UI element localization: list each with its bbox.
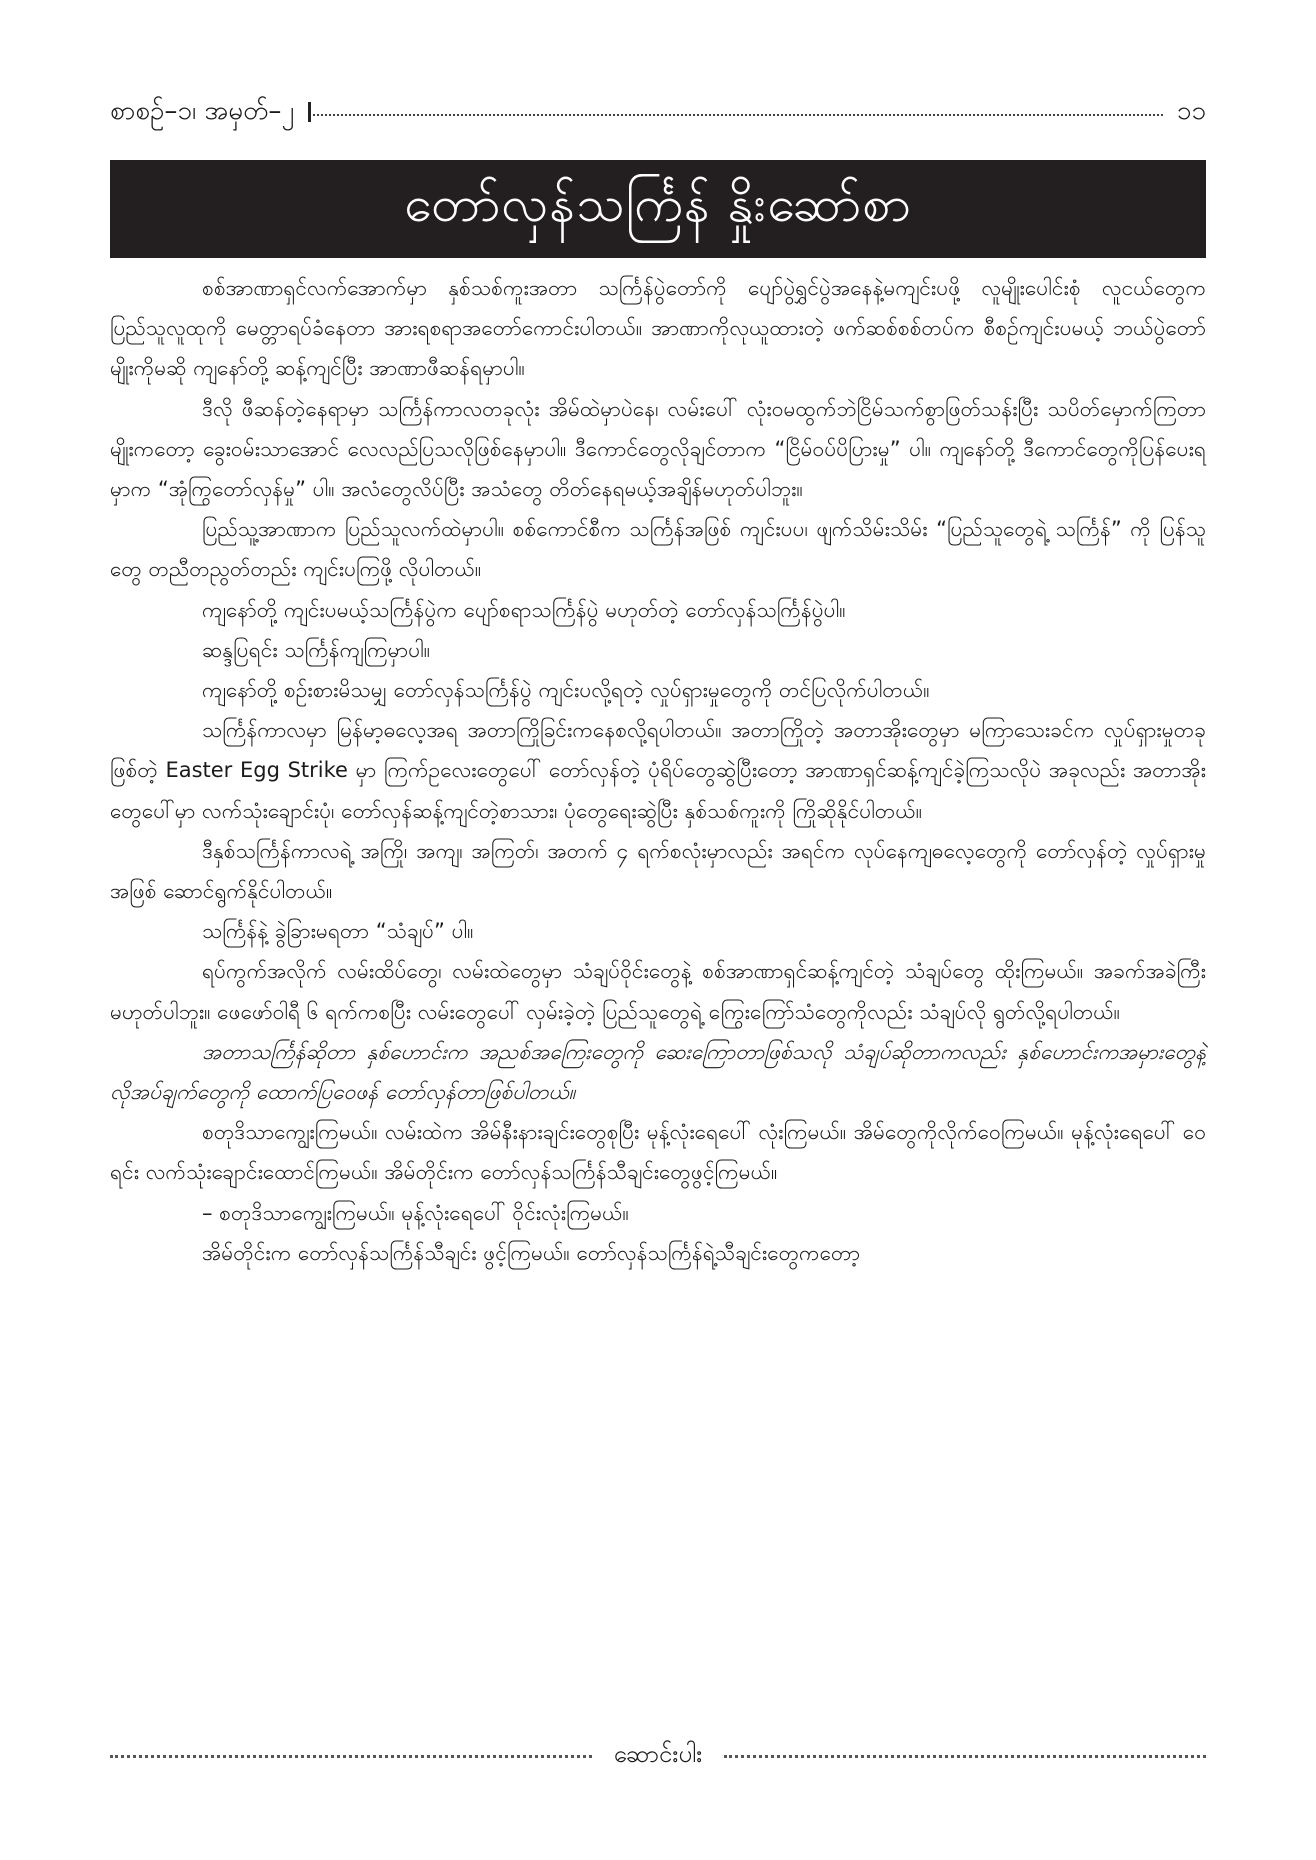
article-title: တော်လှန်သင်္ကြန် နှိုးဆော်စာ [404,174,912,233]
running-header [110,92,1206,132]
paragraph: ပြည်သူ့အာဏာက ပြည်သူလက်ထဲမှာပါ။ စစ်ကောင်စီက သင်္ကြန်အဖြစ် ကျင်းပပ၊ ဖျက်သိမ်းသိမ်း “ပြည်သူတွေရဲ့ သင်္ကြန်” ကို ပြန်သူတွေ တညီတညွတ်တည်း ကျင်းပကြဖို့ လိုပါတယ်။ [110,517,1206,582]
footer-dotted-rule-right [724,1755,1206,1758]
issue-label: စာစဉ်–၁၊ အမှတ်–၂ [110,95,295,126]
paragraph: ကျနော်တို့ ကျင်းပမယ့်သင်္ကြန်ပွဲက ပျော်စရာသင်္ကြန်ပွဲ မဟုတ်တဲ့ တော်လှန်သင်္ကြန်ပွဲပါ။ [202,597,846,622]
title-banner [110,160,1206,258]
continued-label: ဆောင်းပါး [613,1740,703,1768]
paragraph: ကျနော်တို့ စဉ်းစားမိသမျှ တော်လှန်သင်္ကြန်ပွဲ ကျင်းပလို့ရတဲ့ လှုပ်ရှားမှုတွေကို တင်ပြလိုက်ပါတယ်။ [202,678,930,703]
paragraph: ဒီနှစ်သင်္ကြန်ကာလရဲ့ အကြို၊ အကျ၊ အကြတ်၊ အတက် ၄ ရက်စလုံးမှာလည်း အရင်က လုပ်နေကျဓလေ့တွေကို တော်လှန်တဲ့ လှုပ်ရှားမှုအဖြစ် ဆောင်ရွက်နိုင်ပါတယ်။ [110,838,1206,904]
running-footer [110,1738,1206,1774]
italic-paragraph: အတာသင်္ကြန်ဆိုတာ နှစ်ဟောင်းက အညစ်အကြေးတွေကို ဆေးကြောတာဖြစ်သလို သံချပ်ဆိုတာကလည်း နှစ်ဟောင်းကအမှားတွေနဲ့ လိုအပ်ချက်တွေကို ထောက်ပြဝေဖန် တော်လှန်တာဖြစ်ပါတယ်။ [110,1039,1206,1105]
paragraph: စတုဒိသာကျွေးကြမယ်။ လမ်းထဲက အိမ်နီးနားချင်းတွေစုပြီး မုန့်လုံးရေပေါ် လုံးကြမယ်။ အိမ်တွေကိုလိုက်ဝေကြမယ်။ မုန့်လုံးရေပေါ် ဝေရင်း လက်သုံးချောင်းထောင်ကြမယ်။ အိမ်တိုင်းက တော်လှန်သင်္ကြန်သီချင်းတွေဖွင့်ကြမယ်။ [110,1120,1206,1185]
paragraph: အိမ်တိုင်းက တော်လှန်သင်္ကြန်သီချင်း ဖွင့်ကြမယ်။ တော်လှန်သင်္ကြန်ရဲ့သီချင်းတွေကတော့ [202,1240,861,1265]
article-body [110,268,1206,1273]
paragraph: ဆန္ဒပြရင်း သင်္ကြန်ကျကြမှာပါ။ [202,637,431,662]
paragraph: ဒီလို ဖီဆန်တဲ့နေရာမှာ သင်္ကြန်ကာလတခုလုံး အိမ်ထဲမှာပဲနေ၊ လမ်းပေါ် လုံးဝမထွက်ဘဲငြိမ်သက်စွာဖြတ်သန်းပြီး သပိတ်မှောက်ကြတာမျိုးကတော့ ခွေးဝမ်းသာအောင် လေလည်ပြသလိုဖြစ်နေမှာပါ။ ဒီကောင်တွေလိုချင်တာက “ငြိမ်ဝပ်ပိပြားမှု” ပါ။ ကျနော်တို့ ဒီကောင်တွေကိုပြန်ပေးရမှာက “အုံကြွတော်လှန်မှု” ပါ။ အလံတွေလိပ်ပြီး အသံတွေ တိတ်နေရမယ့်အချိန်မဟုတ်ပါဘူး။ [110,396,1206,502]
paragraph: သင်္ကြန်နဲ့ ခွဲခြားမရတာ “သံချပ်” ပါ။ [202,919,474,944]
header-dotted-rule [313,114,1163,116]
paragraph: ရပ်ကွက်အလိုက် လမ်းထိပ်တွေ၊ လမ်းထဲတွေမှာ သံချပ်ဝိုင်းတွေနဲ့ စစ်အာဏာရှင်ဆန့်ကျင်တဲ့ သံချပ်တွေ ထိုးကြမယ်။ အခက်အခဲကြီး မဟုတ်ပါဘူး။ ဖေဖော်ဝါရီ ၆ ရက်ကစပြီး လမ်းတွေပေါ် လှမ်းခဲ့တဲ့ ပြည်သူတွေရဲ့ ကြွေးကြော်သံတွေကိုလည်း သံချပ်လို ရွတ်လို့ရပါတယ်။ [110,959,1206,1024]
paragraph: – စတုဒိသာကျွေးကြမယ်။ မုန့်လုံးရေပေါ် ဝိုင်းလုံးကြမယ်။ [202,1200,629,1225]
paragraph: စစ်အာဏာရှင်လက်အောက်မှာ နှစ်သစ်ကူးအတာ သင်္ကြန်ပွဲတော်ကို ပျော်ပွဲရွှင်ပွဲအနေနဲ့မကျင်းပဖို့ လူမျိုးပေါင်းစုံ လူငယ်တွေက ပြည်သူလူထုကို မေတ္တာရပ်ခံနေတာ အားရစရာအတော်ကောင်းပါတယ်။ အာဏာကိုလုယူထားတဲ့ ဖက်ဆစ်စစ်တပ်က စီစဉ်ကျင်းပမယ့် ဘယ်ပွဲတော်မျိုးကိုမဆို ကျနော်တို့ ဆန့်ကျင်ပြီး အာဏာဖီဆန်ရမှာပါ။ [110,276,1206,381]
header-divider-bar [308,102,311,122]
paragraph: သင်္ကြန်ကာလမှာ မြန်မာ့ဓလေ့အရ အတာကြိုခြင်းကနေစလို့ရပါတယ်။ အတာကြိုတဲ့ အတာအိုးတွေမှာ မကြာသေးခင်က လှုပ်ရှားမှုတခုဖြစ်တဲ့ Easter Egg Strike မှာ ကြက်ဥလေးတွေပေါ် တော်လှန်တဲ့ ပုံရိပ်တွေဆွဲပြီးတော့ အာဏာရှင်ဆန့်ကျင်ခဲ့ကြသလိုပဲ အခုလည်း အတာအိုးတွေပေါ်မှာ လက်သုံးချောင်းပုံ၊ တော်လှန်ဆန့်ကျင်တဲ့စာသား၊ ပုံတွေရေးဆွဲပြီး နှစ်သစ်ကူးကို ကြိုဆိုနိုင်ပါတယ်။ [110,718,1206,823]
footer-dotted-rule-left [110,1755,592,1758]
page-number: ၁၁ [1176,95,1206,126]
